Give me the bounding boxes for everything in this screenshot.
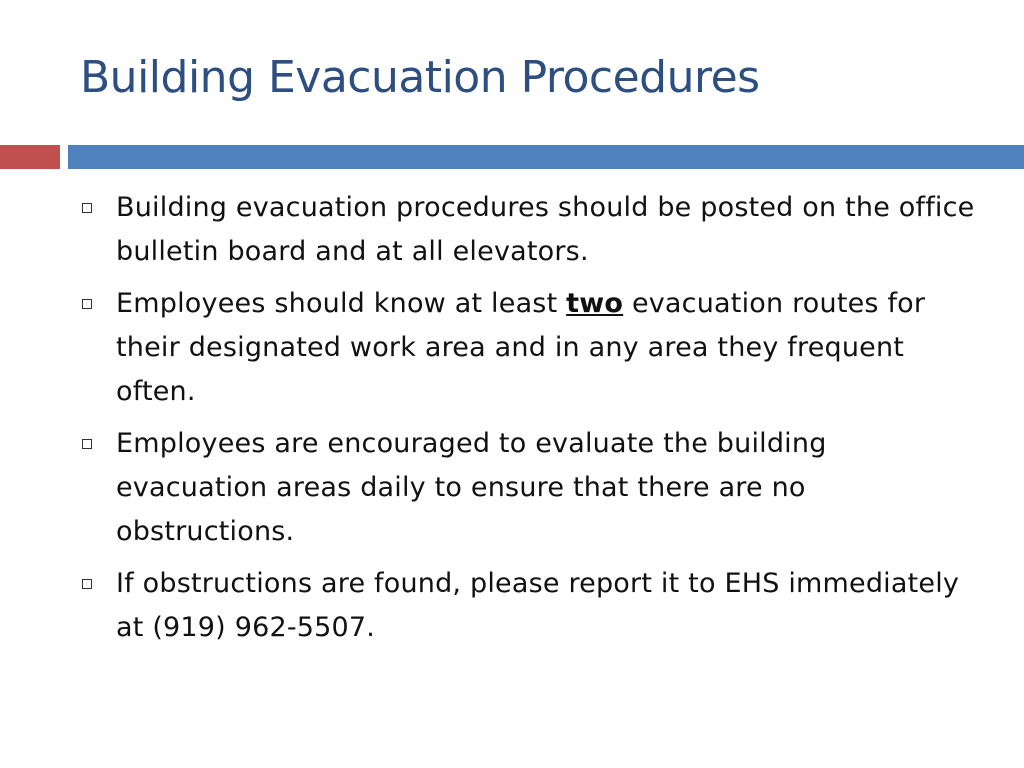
hollow-square-icon <box>82 579 92 589</box>
bullet-text: Building evacuation procedures should be posted on the office bulletin board and at all elevators. <box>116 192 975 267</box>
hollow-square-icon <box>82 299 92 309</box>
bullet-item <box>82 186 982 274</box>
bullet-list <box>82 186 982 658</box>
bullet-emphasis: two <box>566 288 624 319</box>
slide-title: Building Evacuation Procedures <box>80 52 760 103</box>
bullet-item <box>82 282 982 414</box>
bullet-text-after: evacuation routes for their designated work area and in any area they frequent often. <box>116 288 926 407</box>
bullet-item <box>82 562 982 650</box>
title-divider-red <box>0 145 60 169</box>
hollow-square-icon <box>82 203 92 213</box>
bullet-text-before: Employees should know at least <box>116 288 567 319</box>
bullet-text: Employees are encouraged to evaluate the building evacuation areas daily to ensure that there are no obstructions. <box>116 428 827 547</box>
hollow-square-icon <box>82 439 92 449</box>
title-divider-blue <box>68 145 1024 169</box>
bullet-item <box>82 422 982 554</box>
bullet-text: If obstructions are found, please report it to EHS immediately at (919) 962-5507. <box>116 568 960 643</box>
